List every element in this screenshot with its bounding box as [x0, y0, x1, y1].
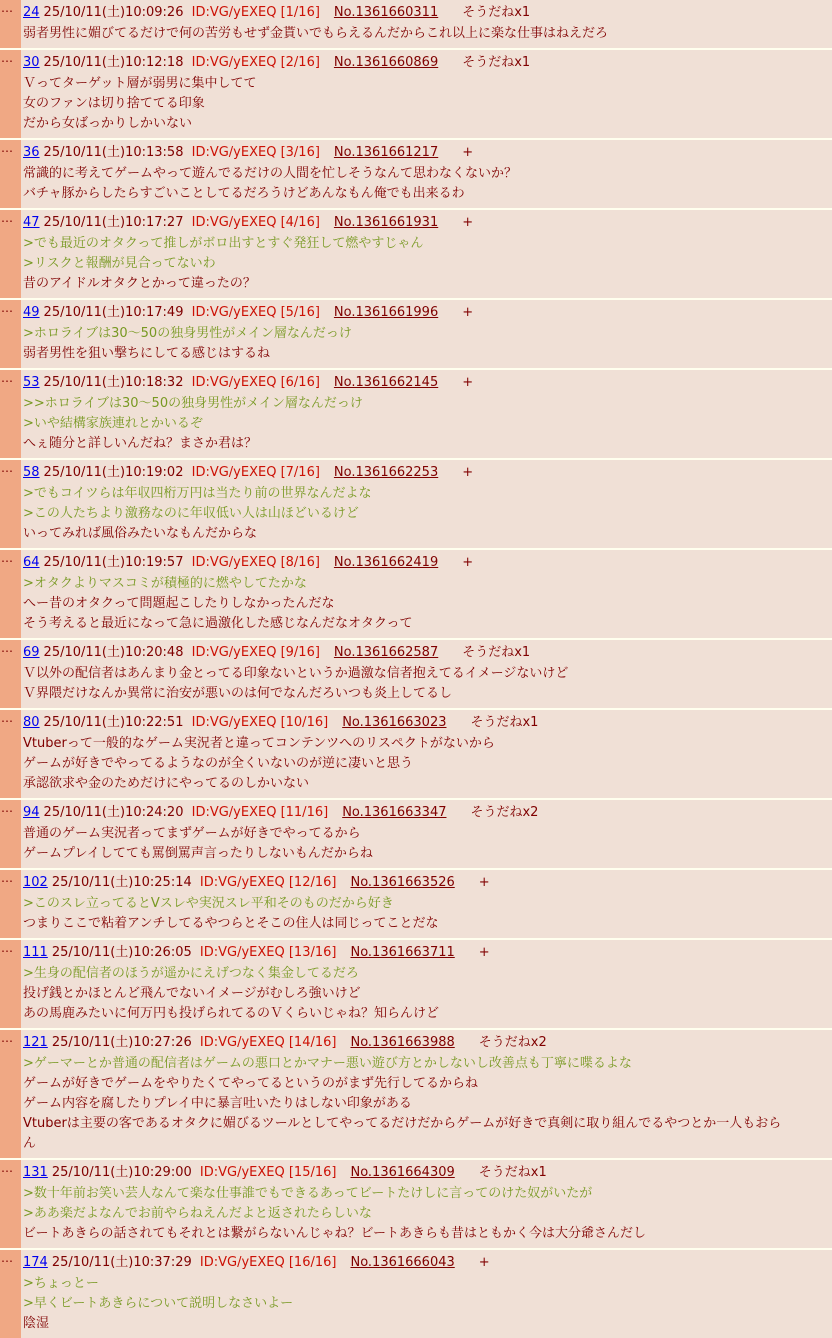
post-number-link[interactable]: 80 — [23, 715, 40, 730]
poster-id[interactable]: ID:VG/yEXEQ [7/16] — [191, 465, 320, 480]
quote-line: >生身の配信者のほうが遥かにえげつなく集金してるだろ — [23, 966, 359, 981]
message-line: Vtuberって一般的なゲーム実況者と違ってコンテンツへのリスペクトがないから — [23, 736, 495, 751]
post-number-link[interactable]: 94 — [23, 805, 40, 820]
quote-line: >いや結構家族連れとかいるぞ — [23, 416, 203, 431]
post-header — [23, 142, 832, 164]
post-no-link[interactable]: No.1361663526 — [350, 875, 455, 890]
post-header — [23, 212, 832, 234]
post-body — [21, 870, 832, 938]
message-line: ゲームが好きでゲームをやりたくてやってるというのがまず先行してるからね — [23, 1076, 479, 1091]
post-131 — [0, 1160, 832, 1248]
post-header — [23, 462, 832, 484]
post-no-link[interactable]: No.1361661931 — [333, 215, 439, 230]
poster-id[interactable]: ID:VG/yEXEQ [2/16] — [191, 55, 320, 70]
expand-marker[interactable]: … — [0, 0, 21, 48]
message-line: Ｖ以外の配信者はあんまり金とってる印象ないというか過激な信者抱えてるイメージないけど — [23, 666, 569, 681]
message-line: ゲームプレイしてても罵倒罵声言ったりしないもんだからね — [23, 846, 373, 861]
sodane-button[interactable]: + — [478, 875, 490, 890]
post-no-link[interactable]: No.1361662419 — [333, 555, 439, 570]
post-121 — [0, 1030, 832, 1158]
message-line: 昔のアイドルオタクとかって違ったの？ — [23, 276, 256, 291]
expand-marker[interactable]: … — [0, 640, 21, 708]
post-header — [23, 302, 832, 324]
post-datetime: 25/10/11(土)10:09:26 — [43, 5, 184, 20]
poster-id[interactable]: ID:VG/yEXEQ [8/16] — [191, 555, 320, 570]
expand-marker[interactable]: … — [0, 710, 21, 798]
poster-id[interactable]: ID:VG/yEXEQ [11/16] — [191, 805, 329, 820]
post-no-link[interactable]: No.1361663988 — [350, 1035, 455, 1050]
post-message — [23, 664, 832, 704]
poster-id[interactable]: ID:VG/yEXEQ [4/16] — [191, 215, 320, 230]
post-datetime: 25/10/11(土)10:19:57 — [43, 555, 184, 570]
expand-marker[interactable]: … — [0, 370, 21, 458]
poster-id[interactable]: ID:VG/yEXEQ [5/16] — [191, 305, 320, 320]
post-message — [23, 1184, 832, 1244]
post-header — [23, 372, 832, 394]
post-datetime: 25/10/11(土)10:20:48 — [43, 645, 184, 660]
sodane-button[interactable]: + — [462, 375, 474, 390]
expand-marker[interactable]: … — [0, 460, 21, 548]
post-message — [23, 24, 832, 44]
post-header — [23, 642, 832, 664]
post-no-link[interactable]: No.1361662587 — [333, 645, 439, 660]
quote-line: >ああ楽だよなんでお前やらねえんだよと返されたらしいな — [23, 1206, 372, 1221]
post-message — [23, 574, 832, 634]
sodane-button[interactable]: + — [462, 145, 474, 160]
post-datetime: 25/10/11(土)10:25:14 — [51, 875, 192, 890]
expand-marker[interactable]: … — [0, 800, 21, 868]
post-body — [21, 1030, 832, 1158]
post-header — [23, 872, 832, 894]
post-message — [23, 894, 832, 934]
post-49 — [0, 300, 832, 368]
post-message — [23, 964, 832, 1024]
quote-line: >この人たちより激務なのに年収低い人は山ほどいるけど — [23, 506, 359, 521]
post-64 — [0, 550, 832, 638]
message-line: 女のファンは切り捨ててる印象 — [23, 96, 205, 111]
post-number-link[interactable]: 69 — [23, 645, 40, 660]
sodane-button[interactable]: そうだねx1 — [470, 715, 539, 730]
post-number-link[interactable]: 36 — [23, 145, 40, 160]
post-53 — [0, 370, 832, 458]
post-no-link[interactable]: No.1361666043 — [350, 1255, 455, 1270]
quote-line: >オタクよりマスコミが積極的に燃やしてたかな — [23, 576, 307, 591]
post-94 — [0, 800, 832, 868]
post-no-link[interactable]: No.1361661996 — [333, 305, 439, 320]
post-body — [21, 140, 832, 208]
quote-line: >ホロライブは30～50の独身男性がメイン層なんだっけ — [23, 326, 352, 341]
post-datetime: 25/10/11(土)10:19:02 — [43, 465, 184, 480]
post-header — [23, 712, 832, 734]
post-message — [23, 234, 832, 294]
post-47 — [0, 210, 832, 298]
post-number-link[interactable]: 24 — [23, 5, 40, 20]
post-datetime: 25/10/11(土)10:18:32 — [43, 375, 184, 390]
post-message — [23, 324, 832, 364]
post-header — [23, 1162, 832, 1184]
poster-id[interactable]: ID:VG/yEXEQ [9/16] — [191, 645, 320, 660]
message-line: 承認欲求や金のためだけにやってるのしかいない — [23, 776, 310, 791]
sodane-button[interactable]: そうだねx1 — [462, 55, 531, 70]
quote-line: >でもコイツらは年収四桁万円は当たり前の世界なんだよな — [23, 486, 372, 501]
post-header — [23, 52, 832, 74]
message-line: 弱者男性を狙い撃ちにしてる感じはするね — [23, 346, 271, 361]
message-line: だから女ばっかりしかいない — [23, 116, 193, 131]
post-80 — [0, 710, 832, 798]
message-line: Ｖってターゲット層が弱男に集中してて — [23, 76, 257, 91]
message-line: Ｖ界隈だけなんか異常に治安が悪いのは何でなんだろいつも炎上してるし — [23, 686, 453, 701]
sodane-button[interactable]: そうだねx2 — [478, 1035, 547, 1050]
post-body — [21, 550, 832, 638]
post-number-link[interactable]: 49 — [23, 305, 40, 320]
post-no-link[interactable]: No.1361662253 — [333, 465, 439, 480]
poster-id[interactable]: ID:VG/yEXEQ [10/16] — [191, 715, 329, 730]
post-body — [21, 460, 832, 548]
expand-marker[interactable]: … — [0, 50, 21, 138]
post-number-link[interactable]: 111 — [23, 945, 48, 960]
post-body — [21, 800, 832, 868]
poster-id[interactable]: ID:VG/yEXEQ [6/16] — [191, 375, 320, 390]
post-message — [23, 1274, 832, 1334]
post-header — [23, 1252, 832, 1274]
post-header — [23, 552, 832, 574]
post-body — [21, 300, 832, 368]
post-datetime: 25/10/11(土)10:37:29 — [51, 1255, 192, 1270]
quote-line: >ちょっとー — [23, 1276, 99, 1291]
post-message — [23, 74, 832, 134]
post-header — [23, 802, 832, 824]
post-message — [23, 164, 832, 204]
post-message — [23, 734, 832, 794]
post-datetime: 25/10/11(土)10:12:18 — [43, 55, 184, 70]
quote-line: >でも最近のオタクって推しがボロ出すとすぐ発狂して燃やすじゃん — [23, 236, 424, 251]
message-line: 普通のゲーム実況者ってまずゲームが好きでやってるから — [23, 826, 361, 841]
expand-marker[interactable]: … — [0, 870, 21, 938]
message-line: ビートあきらの話されてもそれとは繋がらないんじゃね？ビートあきらも昔はともかく今は大分爺さんだし — [23, 1226, 646, 1241]
sodane-button[interactable]: + — [478, 945, 490, 960]
expand-marker[interactable]: … — [0, 140, 21, 208]
post-body — [21, 940, 832, 1028]
post-no-link[interactable]: No.1361663711 — [350, 945, 455, 960]
post-datetime: 25/10/11(土)10:27:26 — [51, 1035, 192, 1050]
post-body — [21, 210, 832, 298]
message-line: あの馬鹿みたいに何万円も投げられてるのＶくらいじゃね？知らんけど — [23, 1006, 440, 1021]
expand-marker[interactable]: … — [0, 1030, 21, 1158]
expand-marker[interactable]: … — [0, 940, 21, 1028]
sodane-button[interactable]: そうだねx1 — [478, 1165, 547, 1180]
post-102 — [0, 870, 832, 938]
post-number-link[interactable]: 53 — [23, 375, 40, 390]
quote-line: >このスレ立ってるとVスレや実況スレ平和そのものだから好き — [23, 896, 394, 911]
post-body — [21, 640, 832, 708]
quote-line: >ゲーマーとか普通の配信者はゲームの悪口とかマナー悪い遊び方とかしないし改善点も丁寧に喋るよな — [23, 1056, 632, 1071]
post-datetime: 25/10/11(土)10:17:27 — [43, 215, 184, 230]
post-header — [23, 1032, 832, 1054]
post-header — [23, 2, 832, 24]
sodane-button[interactable]: そうだねx1 — [462, 645, 531, 660]
quote-line: >リスクと報酬が見合ってないわ — [23, 256, 216, 271]
poster-id[interactable]: ID:VG/yEXEQ [12/16] — [199, 875, 337, 890]
post-header — [23, 942, 832, 964]
post-58 — [0, 460, 832, 548]
message-line: ゲーム内容を腐したりプレイ中に暴言吐いたりはしない印象がある — [23, 1096, 412, 1111]
post-body — [21, 1250, 832, 1338]
post-69 — [0, 640, 832, 708]
post-no-link[interactable]: No.1361663347 — [342, 805, 447, 820]
message-line: つまりここで粘着アンチしてるやつらとそこの住人は同じってことだな — [23, 916, 439, 931]
post-body — [21, 710, 832, 798]
poster-id[interactable]: ID:VG/yEXEQ [15/16] — [199, 1165, 337, 1180]
post-number-link[interactable]: 47 — [23, 215, 40, 230]
message-line: 弱者男性に媚びてるだけで何の苦労もせず金貰いでもらえるんだからこれ以上に楽な仕事はねえだろ — [23, 26, 609, 41]
message-line: 投げ銭とかほとんど飛んでないイメージがむしろ強いけど — [23, 986, 361, 1001]
post-number-link[interactable]: 131 — [23, 1165, 48, 1180]
message-line: ゲームが好きでやってるようなのが全くいないのが逆に凄いと思う — [23, 756, 414, 771]
post-number-link[interactable]: 102 — [23, 875, 48, 890]
post-datetime: 25/10/11(土)10:29:00 — [51, 1165, 192, 1180]
poster-id[interactable]: ID:VG/yEXEQ [3/16] — [191, 145, 320, 160]
message-line: 常識的に考えてゲームやって遊んでるだけの人間を忙しそうなんて思わなくないか？ — [23, 166, 518, 181]
poster-id[interactable]: ID:VG/yEXEQ [14/16] — [199, 1035, 337, 1050]
post-datetime: 25/10/11(土)10:24:20 — [43, 805, 184, 820]
post-24 — [0, 0, 832, 48]
post-no-link[interactable]: No.1361662145 — [333, 375, 439, 390]
sodane-button[interactable]: + — [462, 555, 474, 570]
post-30 — [0, 50, 832, 138]
message-line: へぇ随分と詳しいんだね？まさか君は？ — [23, 436, 258, 451]
quote-line: >>ホロライブは30～50の独身男性がメイン層なんだっけ — [23, 396, 363, 411]
sodane-button[interactable]: + — [462, 215, 474, 230]
message-line: いってみれば風俗みたいなもんだからな — [23, 526, 258, 541]
expand-marker[interactable]: … — [0, 1250, 21, 1338]
message-line: 陰湿 — [23, 1316, 50, 1331]
post-body — [21, 50, 832, 138]
post-no-link[interactable]: No.1361660311 — [333, 5, 439, 20]
post-datetime: 25/10/11(土)10:17:49 — [43, 305, 184, 320]
sodane-button[interactable]: + — [478, 1255, 490, 1270]
post-message — [23, 1054, 832, 1154]
post-message — [23, 824, 832, 864]
message-line: へー昔のオタクって問題起こしたりしなかったんだな — [23, 596, 335, 611]
post-36 — [0, 140, 832, 208]
expand-marker[interactable]: … — [0, 550, 21, 638]
message-line: ん — [23, 1136, 37, 1151]
quote-line: >数十年前お笑い芸人なんて楽な仕事誰でもできるあってビートたけしに言ってのけた奴がいたが — [23, 1186, 593, 1201]
post-174 — [0, 1250, 832, 1338]
sodane-button[interactable]: + — [462, 465, 474, 480]
sodane-button[interactable]: そうだねx1 — [462, 5, 531, 20]
post-number-link[interactable]: 30 — [23, 55, 40, 70]
post-body — [21, 370, 832, 458]
expand-marker[interactable]: … — [0, 300, 21, 368]
post-message — [23, 484, 832, 544]
poster-id[interactable]: ID:VG/yEXEQ [1/16] — [191, 5, 320, 20]
post-number-link[interactable]: 58 — [23, 465, 40, 480]
post-number-link[interactable]: 121 — [23, 1035, 48, 1050]
post-number-link[interactable]: 174 — [23, 1255, 48, 1270]
poster-id[interactable]: ID:VG/yEXEQ [13/16] — [199, 945, 337, 960]
poster-id[interactable]: ID:VG/yEXEQ [16/16] — [199, 1255, 337, 1270]
post-no-link[interactable]: No.1361664309 — [350, 1165, 455, 1180]
post-no-link[interactable]: No.1361663023 — [342, 715, 447, 730]
post-datetime: 25/10/11(土)10:22:51 — [43, 715, 184, 730]
post-body — [21, 0, 832, 48]
sodane-button[interactable]: + — [462, 305, 474, 320]
sodane-button[interactable]: そうだねx2 — [470, 805, 539, 820]
post-no-link[interactable]: No.1361660869 — [333, 55, 439, 70]
post-111 — [0, 940, 832, 1028]
post-datetime: 25/10/11(土)10:26:05 — [51, 945, 192, 960]
expand-marker[interactable]: … — [0, 1160, 21, 1248]
message-line: そう考えると最近になって急に過激化した感じなんだなオタクって — [23, 616, 413, 631]
expand-marker[interactable]: … — [0, 210, 21, 298]
message-line: バチャ豚からしたらすごいことしてるだろうけどあんなもん俺でも出来るわ — [23, 186, 465, 201]
message-line: Vtuberは主要の客であるオタクに媚びるツールとしてやってるだけだからゲームが好きで真剣に取り組んでるやつとか一人もおら — [23, 1116, 782, 1131]
post-body — [21, 1160, 832, 1248]
post-message — [23, 394, 832, 454]
post-datetime: 25/10/11(土)10:13:58 — [43, 145, 184, 160]
post-number-link[interactable]: 64 — [23, 555, 40, 570]
post-no-link[interactable]: No.1361661217 — [333, 145, 439, 160]
quote-line: >早くビートあきらについて説明しなさいよー — [23, 1296, 294, 1311]
